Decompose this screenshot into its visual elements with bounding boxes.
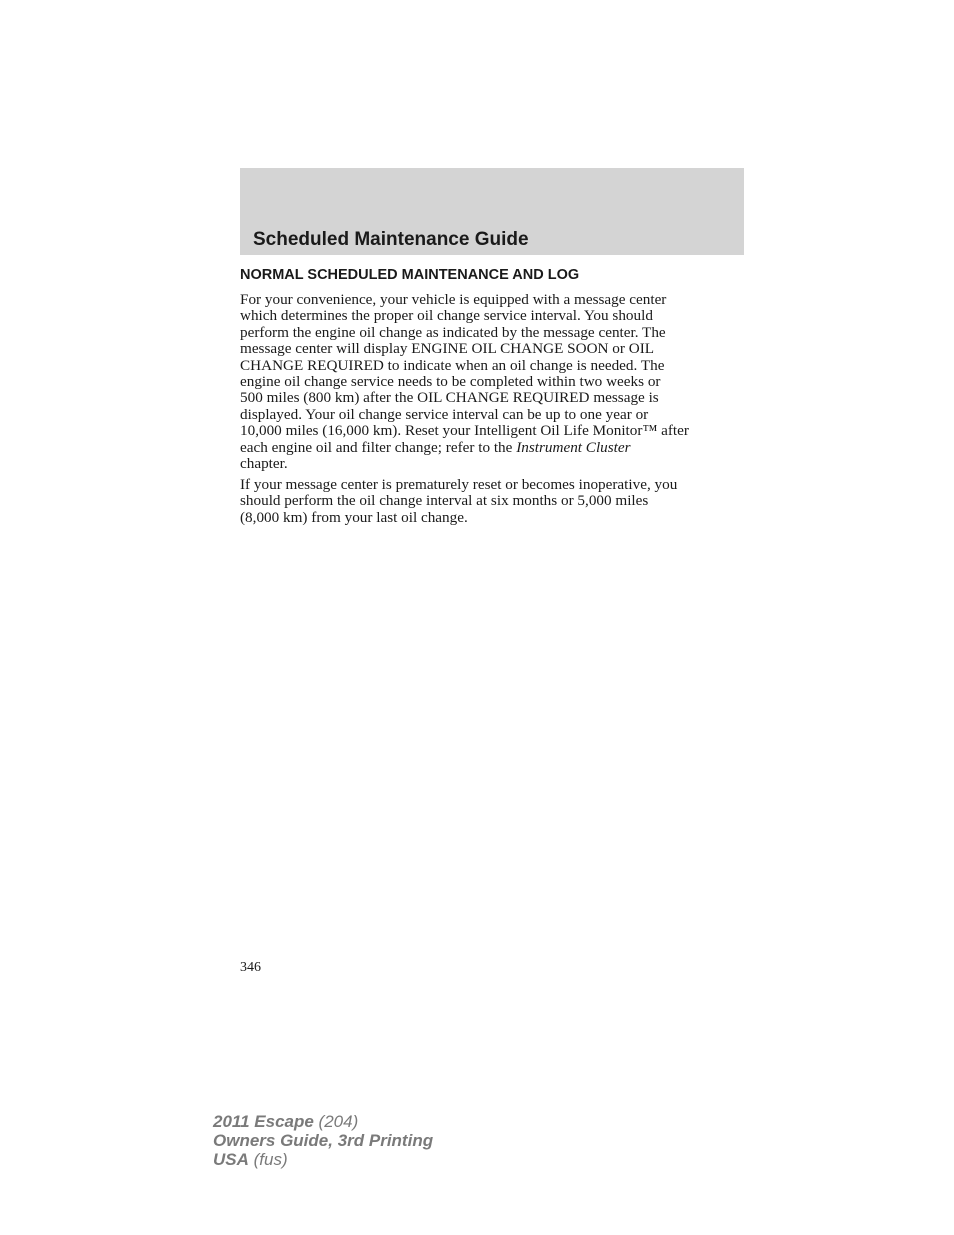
footer-edition: Owners Guide, 3rd Printing <box>213 1131 434 1150</box>
text-line: chapter. <box>240 455 288 473</box>
text-line: engine oil change service needs to be completed within two weeks or <box>240 373 661 391</box>
text-line: For your convenience, your vehicle is equipped with a message center <box>240 291 667 308</box>
text-line: displayed. Your oil change service interval can be up to one year or <box>240 405 649 423</box>
document-footer <box>213 1112 433 1169</box>
text-line: message center will display ENGINE OIL CHANGE SOON or OIL <box>240 340 655 358</box>
section-heading: NORMAL SCHEDULED MAINTENANCE AND LOG <box>240 267 580 283</box>
page-number: 346 <box>240 960 261 975</box>
footer-model: 2011 Escape <box>213 1112 314 1131</box>
paragraph-reset-info <box>240 477 750 526</box>
text-line: which determines the proper oil change service interval. You should <box>240 307 653 325</box>
text-line: 500 miles (800 km) after the OIL CHANGE REQUIRED message is <box>240 389 659 407</box>
text-line: perform the engine oil change as indicated by the message center. The <box>240 323 666 341</box>
footer-line-market <box>213 1150 433 1169</box>
chapter-header-band <box>240 168 744 255</box>
paragraph-oil-change-info <box>240 292 750 472</box>
text-line: If your message center is prematurely reset or becomes inoperative, you <box>240 476 678 493</box>
text-line <box>240 440 750 456</box>
footer-model-code: (204) <box>313 1112 359 1131</box>
cross-reference: Instrument Cluster <box>516 438 631 456</box>
text-segment: each engine oil and filter change; refer to the <box>240 438 517 456</box>
footer-market-code: (fus) <box>248 1150 288 1169</box>
footer-market: USA <box>213 1150 249 1169</box>
text-line: (8,000 km) from your last oil change. <box>240 508 468 526</box>
text-line: 10,000 miles (16,000 km). Reset your Intelligent Oil Life Monitor™ after <box>240 422 689 440</box>
footer-line-model <box>213 1112 433 1131</box>
chapter-title: Scheduled Maintenance Guide <box>253 229 529 250</box>
text-line: CHANGE REQUIRED to indicate when an oil change is needed. The <box>240 356 665 374</box>
text-line: should perform the oil change interval at six months or 5,000 miles <box>240 492 649 510</box>
